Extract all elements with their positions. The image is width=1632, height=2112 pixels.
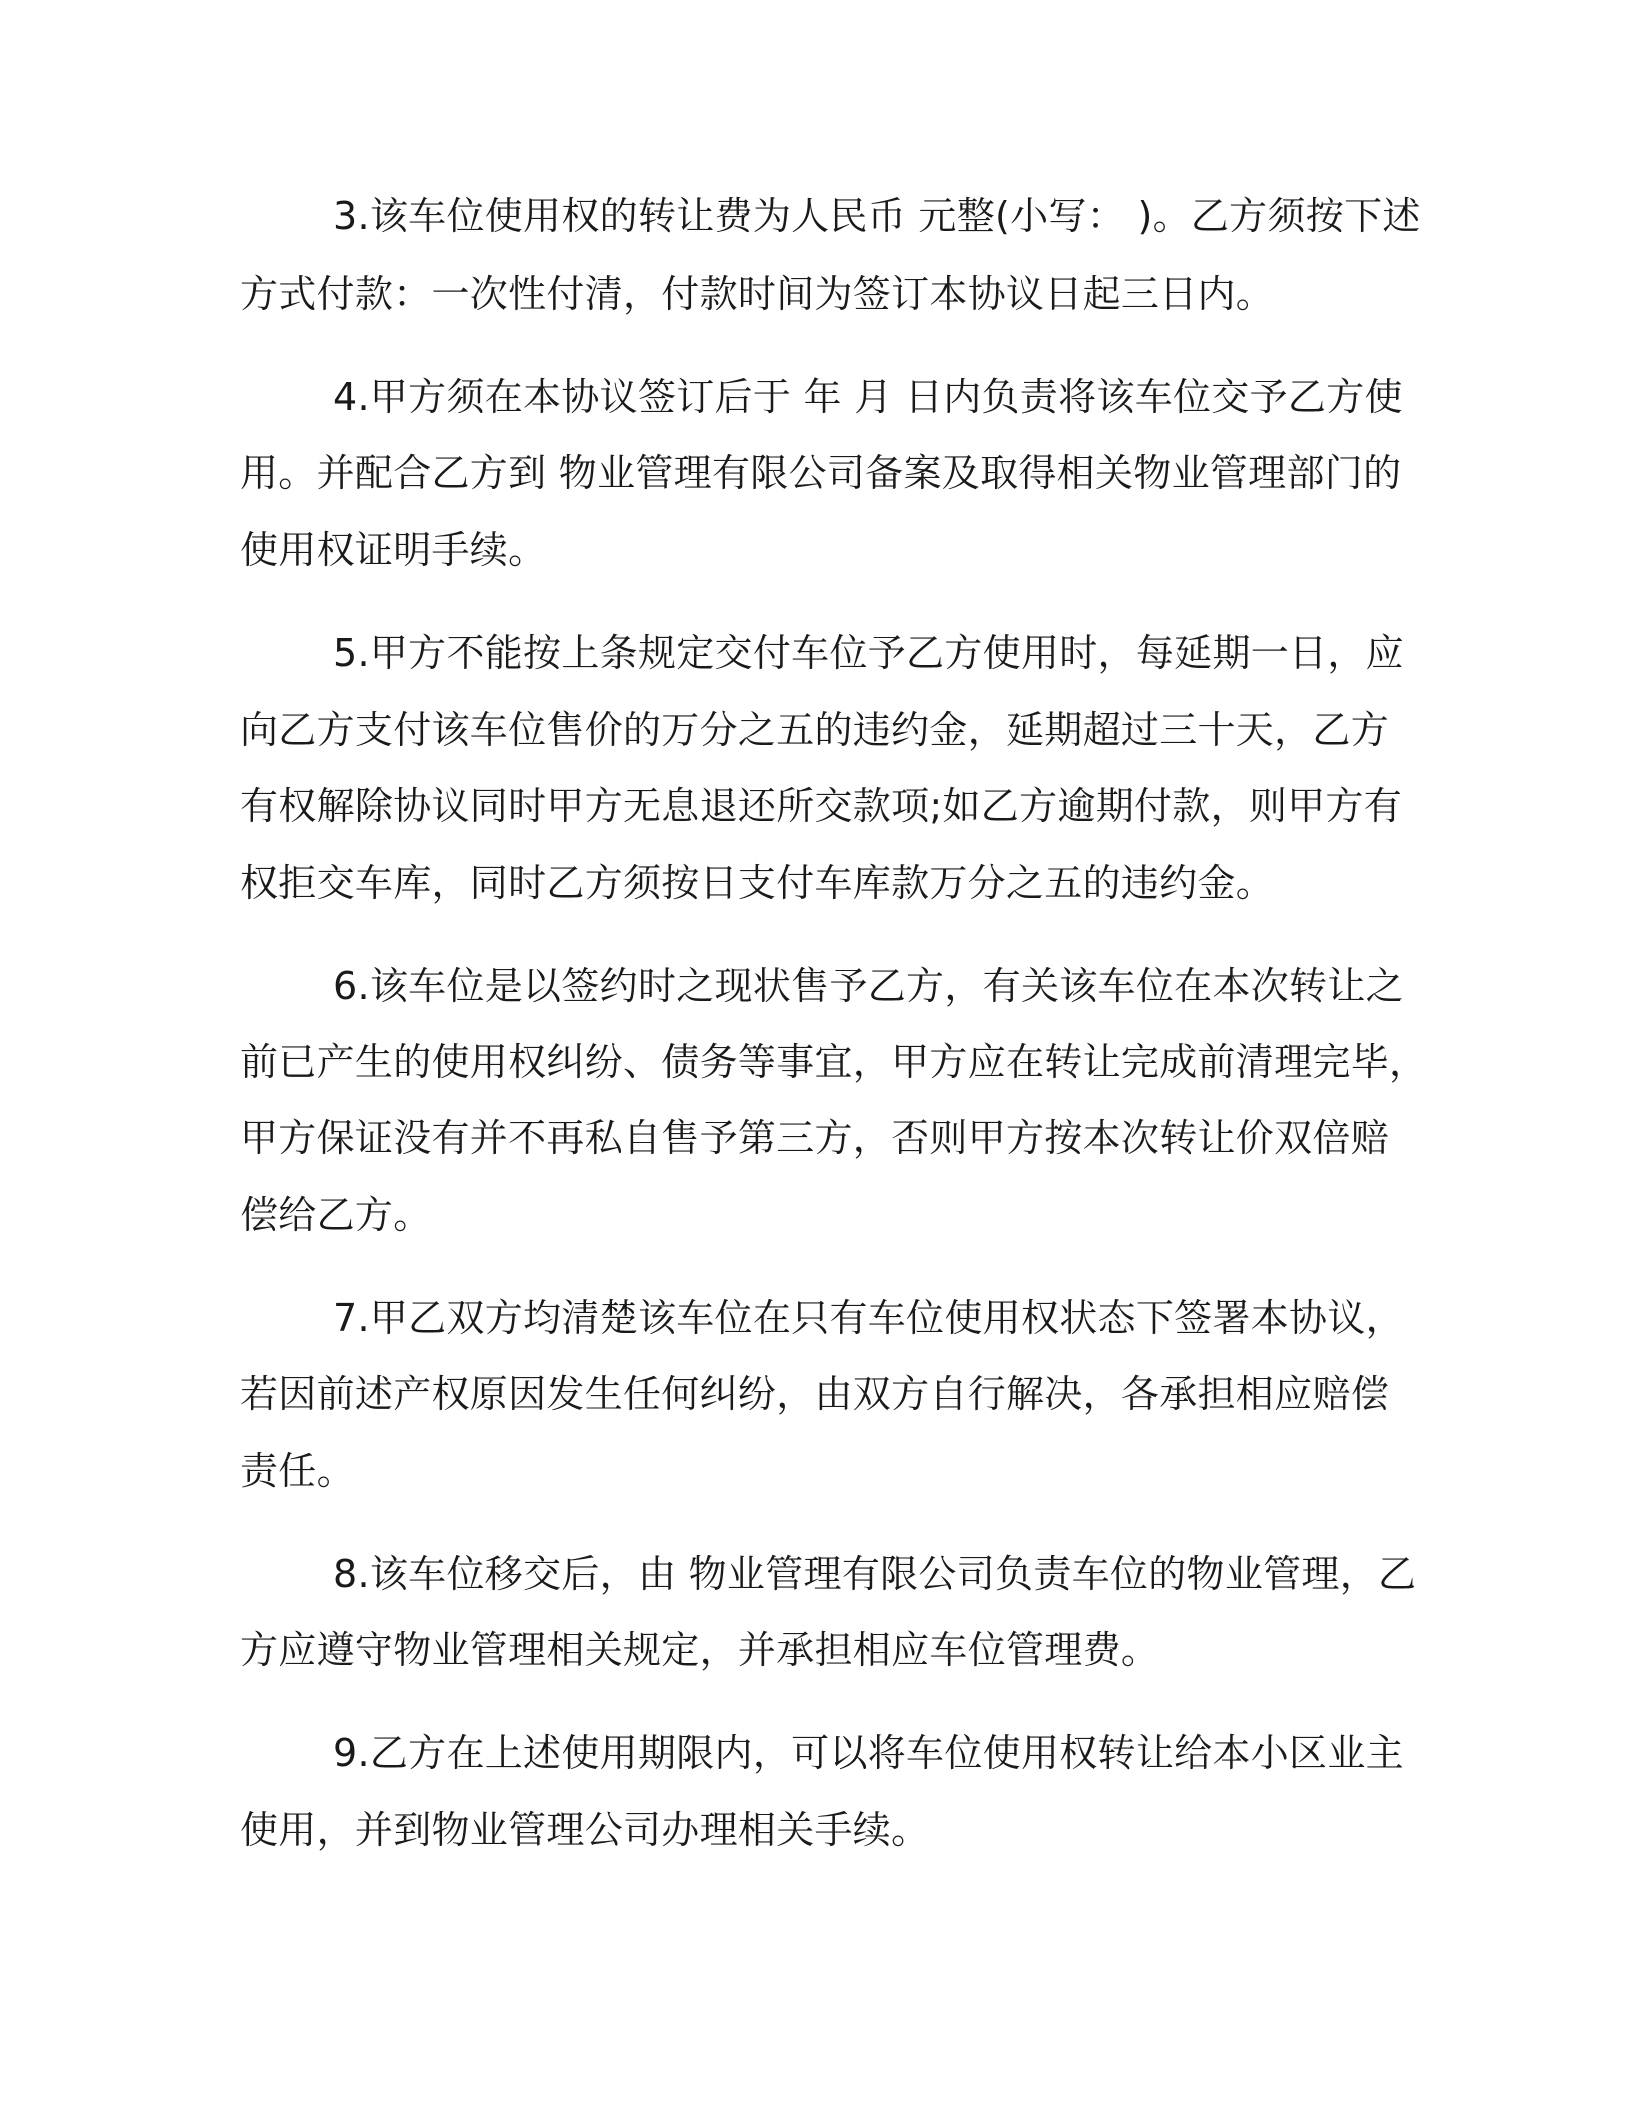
clause-line: 7.甲乙双方均清楚该车位在只有车位使用权状态下签署本协议， [333,1296,1404,1340]
clause-line: 方式付款：一次性付清，付款时间为签订本协议日起三日内。 [240,272,1275,316]
clause-line: 若因前述产权原因发生任何纠纷，由双方自行解决，各承担相应赔偿 [240,1372,1390,1416]
clause-line: 9.乙方在上述使用期限内，可以将车位使用权转让给本小区业主 [333,1731,1404,1775]
clause-line: 3.该车位使用权的转让费为人民币 元整(小写： )。乙方须按下述 [333,194,1421,238]
clause-line: 前已产生的使用权纠纷、债务等事宜，甲方应在转让完成前清理完毕， [240,1040,1428,1084]
clause-line: 4.甲方须在本协议签订后于 年 月 日内负责将该车位交予乙方使 [333,375,1403,419]
clause-line: 甲方保证没有并不再私自售予第三方，否则甲方按本次转让价双倍赔 [240,1116,1390,1160]
clause-line: 8.该车位移交后，由 物业管理有限公司负责车位的物业管理，乙 [333,1552,1417,1596]
clause-line: 5.甲方不能按上条规定交付车位予乙方使用时，每延期一日，应 [333,631,1404,675]
clause-line: 责任。 [240,1449,355,1493]
clause-line: 向乙方支付该车位售价的万分之五的违约金，延期超过三十天，乙方 [240,708,1390,752]
clause-line: 方应遵守物业管理相关规定，并承担相应车位管理费。 [240,1628,1160,1672]
clause-line: 偿给乙方。 [240,1193,432,1237]
clause-line: 使用，并到物业管理公司办理相关手续。 [240,1808,930,1852]
clause-line: 使用权证明手续。 [240,528,547,572]
clause-line: 用。并配合乙方到 物业管理有限公司备案及取得相关物业管理部门的 [240,451,1402,495]
clause-line: 6.该车位是以签约时之现状售予乙方，有关该车位在本次转让之 [333,964,1404,1008]
clause-line: 有权解除协议同时甲方无息退还所交款项;如乙方逾期付款，则甲方有 [240,784,1403,828]
clause-line: 权拒交车库，同时乙方须按日支付车库款万分之五的违约金。 [240,861,1275,905]
